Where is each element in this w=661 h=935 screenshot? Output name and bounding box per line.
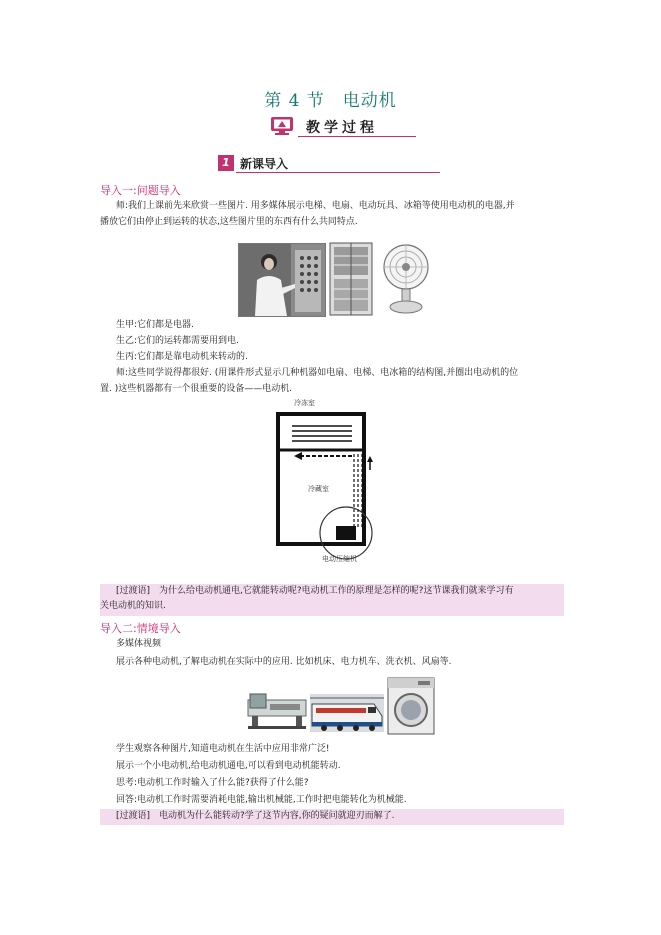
transition-box-1 (100, 584, 564, 616)
transition-box-2 (100, 809, 564, 825)
electric-locomotive-photo (310, 694, 384, 732)
monitor-icon (270, 116, 294, 136)
electric-fan-photo (382, 243, 430, 315)
section-number-badge: 1 (218, 155, 234, 171)
page-title: 第 4 节 电动机 (264, 91, 397, 111)
intro1-para1-line2: 播放它们由停止到运转的状态,这些图片里的东西有什么共同特点. (100, 217, 358, 227)
refrigerator-photo (328, 241, 374, 317)
intro1-para2-line1: 师:这些同学说得都很好. (用课件形式显示几种机器如电扇、电梯、电冰箱的结构图,并圈出电动机的位 (116, 368, 519, 378)
elevator-photo (238, 243, 326, 317)
intro2-answer: 回答:电动机工作时需要消耗电能,输出机械能,工作时把电能转化为机械能. (116, 795, 407, 805)
transition2-text: [过渡语] 电动机为什么能转动?学了这节内容,你的疑问就迎刃而解了. (116, 811, 395, 821)
appliance-photos (238, 243, 430, 317)
intro2-think: 思考:电动机工作时输入了什么能?获得了什么能? (116, 778, 309, 788)
intro1-para2-line2: 置. )这些机器都有一个很重要的设备——电动机. (100, 384, 293, 394)
student-c-answer: 生丙:它们都是靠电动机来转动的. (116, 352, 248, 362)
student-b-answer: 生乙:它们的运转都需要用到电. (116, 336, 239, 346)
intro2-observe: 学生观察各种图片,知道电动机在生活中应用非常广泛! (116, 744, 330, 754)
section-1-label: 新课导入 (240, 157, 289, 171)
intro2-small-motor: 展示一个小电动机,给电动机通电,可以看到电动机能转动. (116, 761, 341, 771)
intro2-multimedia: 多媒体视频 (116, 639, 162, 649)
subtitle-underline (298, 136, 416, 137)
section-1-underline (236, 172, 440, 173)
fridge-compartment-label: 冷藏室 (308, 485, 329, 493)
subtitle: 教学过程 (306, 120, 378, 136)
intro1-heading: 导入一:问题导入 (100, 184, 181, 197)
intro1-para1-line1: 师:我们上课前先来欣赏一些图片. 用多媒体展示电梯、电扇、电动玩具、冰箱等使用电动机的电器,并 (116, 201, 515, 211)
refrigerator-structure-diagram (262, 398, 388, 576)
intro2-show-motors: 展示各种电动机,了解电动机在实际中的应用. 比如机床、电力机车、洗衣机、风扇等. (116, 657, 452, 667)
section-1-header (218, 155, 440, 173)
transition1-line2: 关电动机的知识. (100, 601, 166, 611)
intro2-heading: 导入二:情境导入 (100, 622, 181, 635)
compressor-label: 电动压缩机 (322, 555, 357, 563)
machine-photos (246, 676, 436, 736)
lathe-photo (246, 690, 308, 730)
transition1-line1: [过渡语] 为什么给电动机通电,它就能转动呢?电动机工作的原理是怎样的呢?这节课我们就来学习有 (116, 586, 514, 596)
student-a-answer: 生甲:它们都是电器. (116, 320, 194, 330)
section-header-teaching-process (268, 116, 416, 138)
freezer-label: 冷冻室 (294, 399, 315, 407)
washing-machine-photo (386, 676, 436, 736)
